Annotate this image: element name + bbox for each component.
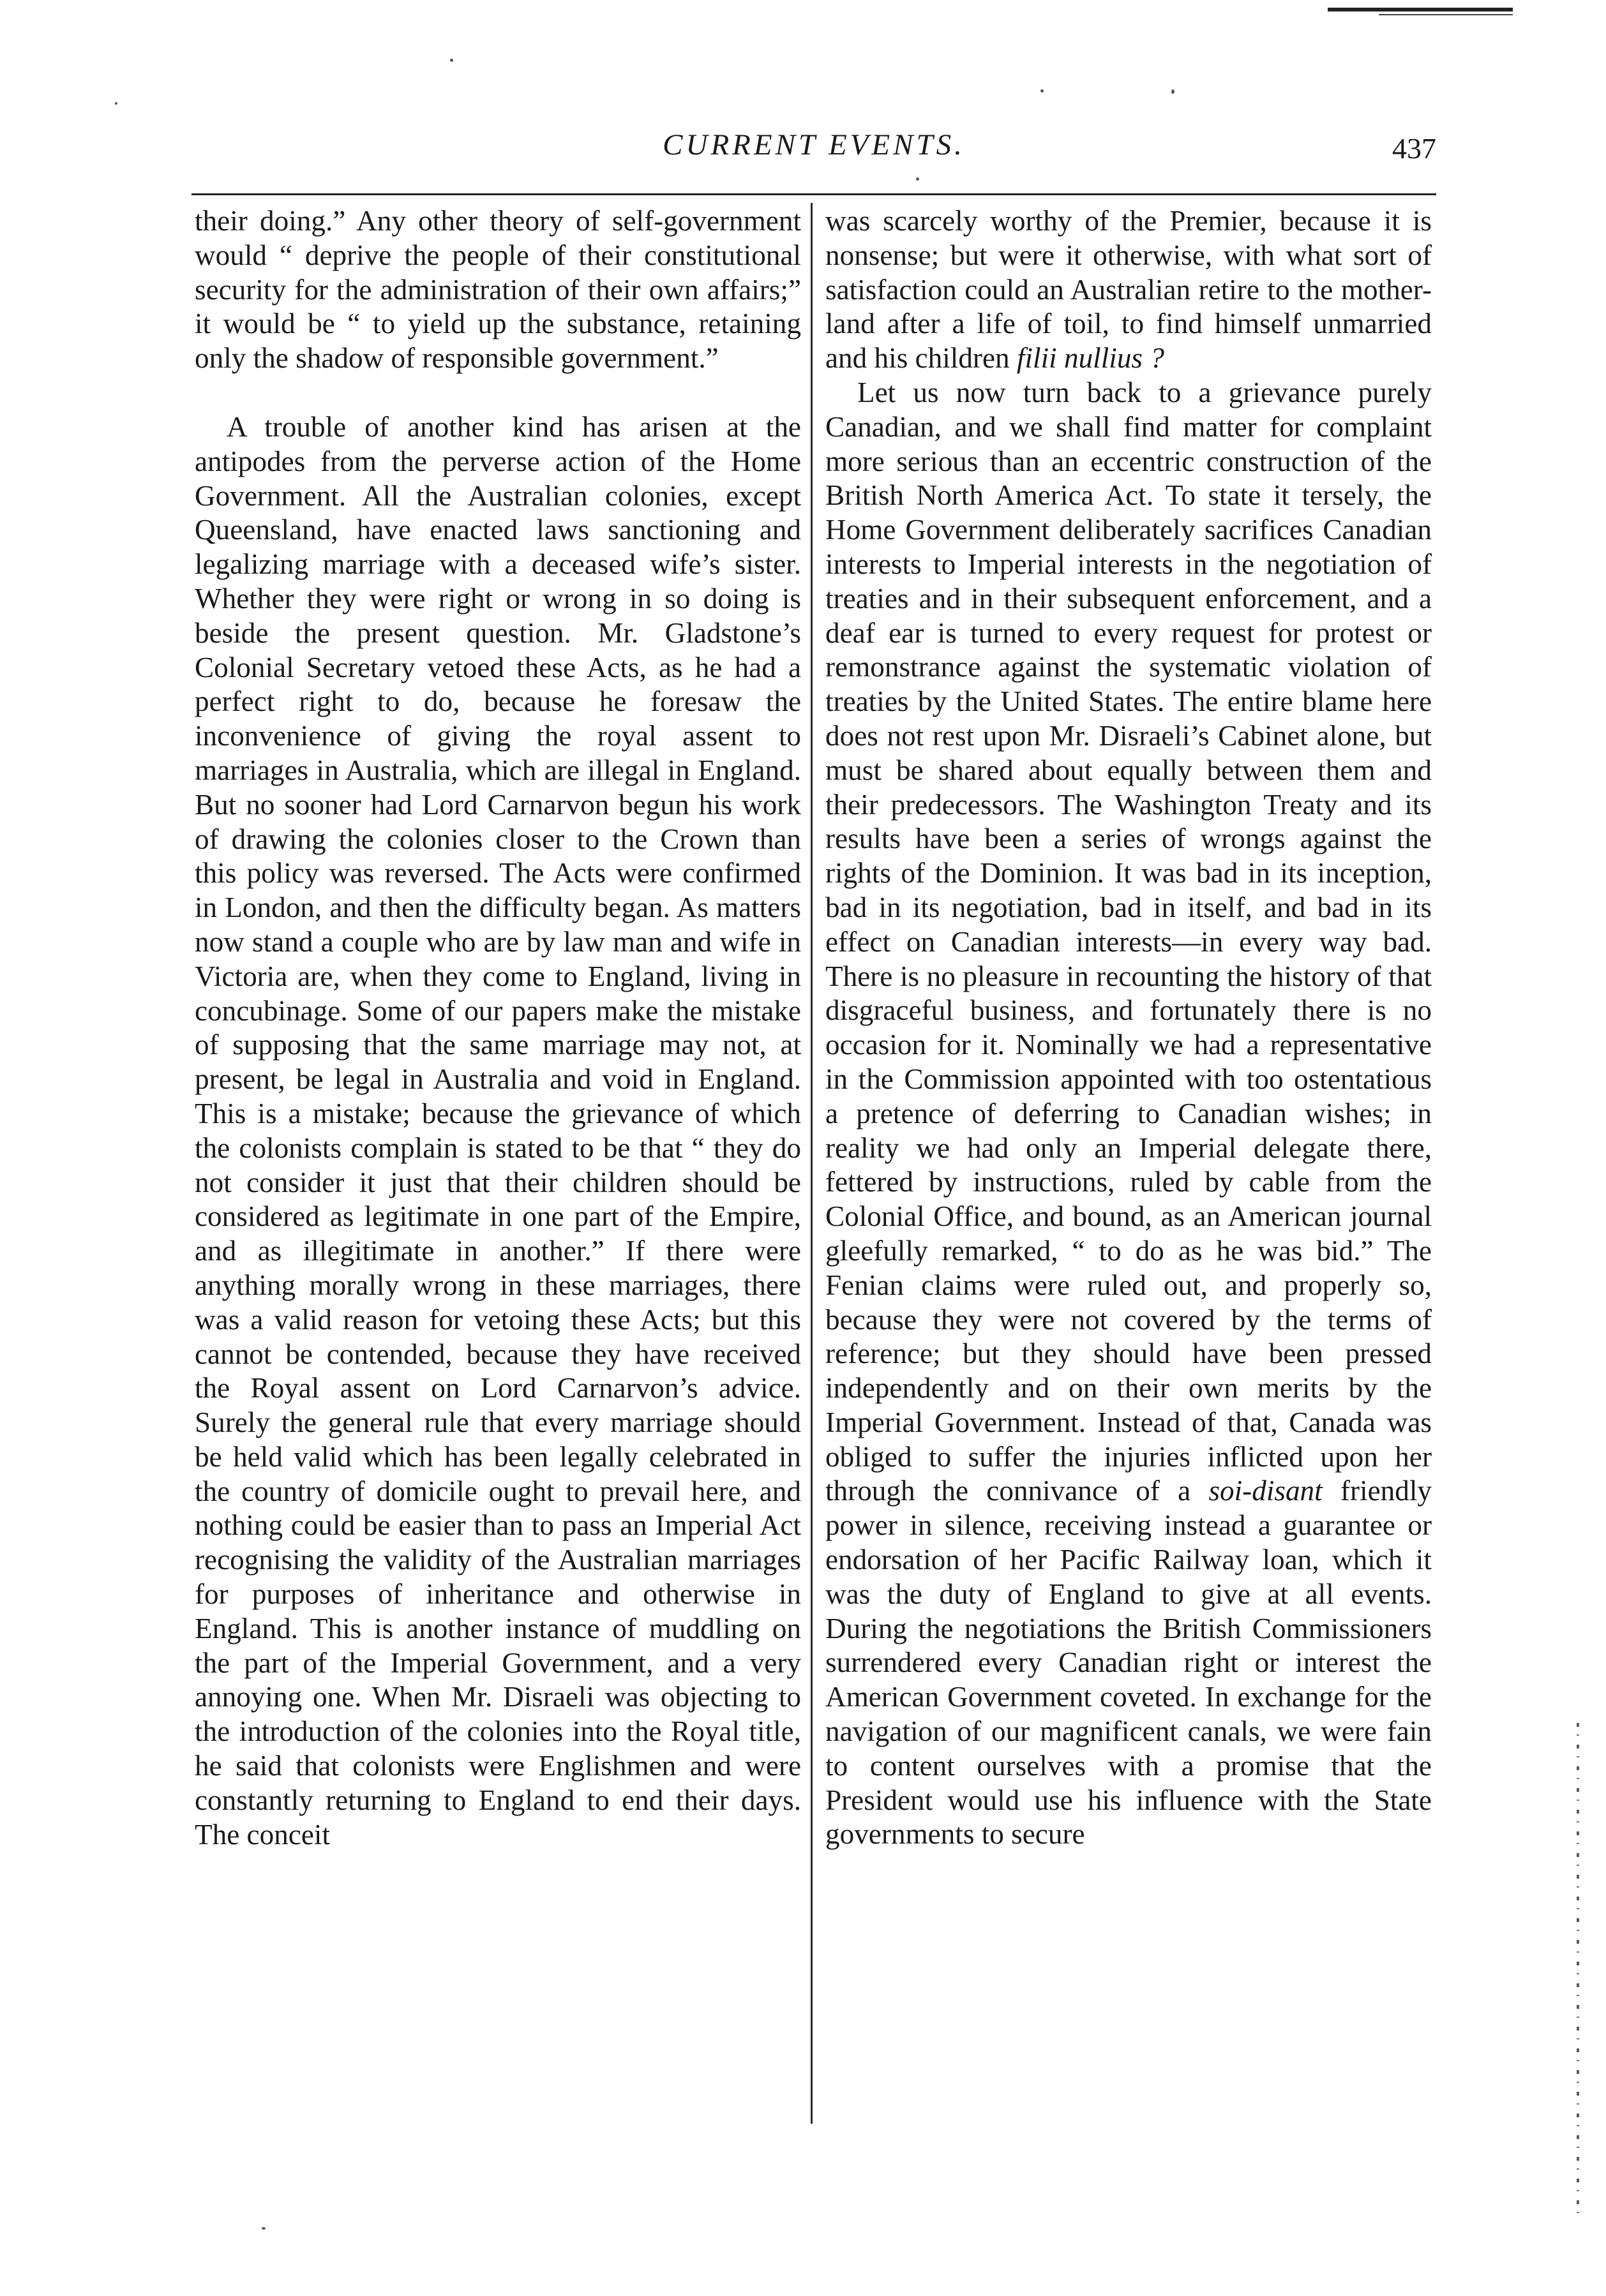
right-paragraph-1-italic: filii nullius ? xyxy=(1016,342,1164,375)
scan-speck xyxy=(1171,89,1174,94)
scan-speck xyxy=(1040,89,1044,93)
right-column xyxy=(825,204,1432,1852)
page-number: 437 xyxy=(1392,132,1436,165)
column-divider xyxy=(811,203,813,2124)
left-paragraph-1: their doing.” Any other theory of self-government would “ deprive the people of their constitutional security for the administration of their own affairs;” it would be “ to yield up the substance, retaining only the shadow of responsible government.” xyxy=(195,205,801,375)
scan-edge-mark xyxy=(1328,8,1513,11)
left-paragraph-2: A trouble of another kind has arisen at the antipodes from the perverse action of the Home Government. All the Australian colonies, except Queensland, have enacted laws sanctioning and legalizing marriage with a deceased wife’s sister. Whether they were right or wrong in so doing is beside the present question. Mr. Gladstone’s Colonial Secretary vetoed these Acts, as he had a perfect right to do, because he foresaw the inconvenience of giving the royal assent to marriages in Australia, which are illegal in England. But no sooner had Lord Carnarvon begun his work of drawing the colonies closer to the Crown than this policy was reversed. The Acts were confirmed in London, and then the difficulty began. As matters now stand a couple who are by law man and wife in Victoria are, when they come to England, living in concubinage. Some of our papers make the mistake of supposing that the same marriage may not, at present, be legal in Australia and void in England. This is a mistake; because the grievance of which the colonists complain is stated to be that “ they do not consider it just that their children should be considered as legitimate in one part of the Empire, and as illegitimate in another.” If there were anything morally wrong in these marriages, there was a valid reason for vetoing these Acts; but this cannot be contended, because they have received the Royal assent on Lord Carnarvon’s advice. Surely the general rule that every marriage should be held valid which has been legally celebrated in the country of domicile ought to prevail here, and nothing could be easier than to pass an Imperial Act recognising the validity of the Australian marriages for purposes of inheritance and otherwise in England. This is another instance of muddling on the part of the Imperial Government, and a very annoying one. When Mr. Disraeli was objecting to the introduction of the colonies into the Royal title, he said that colonists were Englishmen and were constantly returning to England to end their days. The conceit xyxy=(195,410,801,1851)
right-paragraph-2-text-b: friendly power in silence, receiving instead a guarantee or endorsation of her Pacific Railway loan, which it was the duty of England to give at all events. During the negotiations the British Commissioners surrendered every Canadian right or interest the American Government coveted. In exchange for the navigation of our magnificent canals, we were fain to content ourselves with a promise that the President would use his influence with the State governments to secure xyxy=(825,1475,1432,1851)
right-paragraph-2-italic: soi-disant xyxy=(1208,1475,1323,1507)
right-paragraph-2 xyxy=(825,376,1432,1852)
scan-edge-noise xyxy=(1577,1723,1579,2221)
running-head xyxy=(191,128,1436,185)
scan-speck xyxy=(450,59,453,62)
right-paragraph-2-text-a: Let us now turn back to a grievance purely Canadian, and we shall find matter for complaint more serious than an eccentric construction of the British North America Act. To state it tersely, the Home Government deliberately sacrifices Canadian interests to Imperial interests in the negotiation of treaties and in their subsequent enforcement, and a deaf ear is turned to every request for protest or remonstrance against the systematic violation of treaties by the United States. The entire blame here does not rest upon Mr. Disraeli’s Cabinet alone, but must be shared about equally between them and their predecessors. The Washington Treaty and its results have been a series of wrongs against the rights of the Dominion. It was bad in its inception, bad in its negotiation, bad in itself, and bad in its effect on Canadian interests—in every way bad. There is no pleasure in recounting the history of that disgraceful business, and fortunately there is no occasion for it. Nominally we had a representative in the Commission appointed with too ostentatious a pretence of deferring to Canadian wishes; in reality we had only an Imperial delegate there, fettered by instructions, ruled by cable from the Colonial Office, and bound, as an American journal gleefully remarked, “ to do as he was bid.” The Fenian claims were ruled out, and properly so, because they were not covered by the terms of reference; but they should have been pressed independently and on their own merits by the Imperial Government. Instead of that, Canada was obliged to suffer the injuries inflicted upon her through the connivance of a xyxy=(825,376,1432,1507)
right-paragraph-1-text: was scarcely worthy of the Premier, because it is nonsense; but were it otherwise, with what sort of satisfaction could an Australian retire to the mother-land after a life of toil, to find himself unmarried and his children xyxy=(825,205,1432,375)
running-title: CURRENT EVENTS. xyxy=(663,128,965,161)
scan-edge-mark-thin xyxy=(1379,14,1513,15)
right-paragraph-1 xyxy=(825,204,1432,376)
left-column xyxy=(195,204,801,1852)
scan-speck xyxy=(262,2227,266,2230)
scan-speck xyxy=(115,102,117,105)
header-rule xyxy=(191,193,1436,195)
